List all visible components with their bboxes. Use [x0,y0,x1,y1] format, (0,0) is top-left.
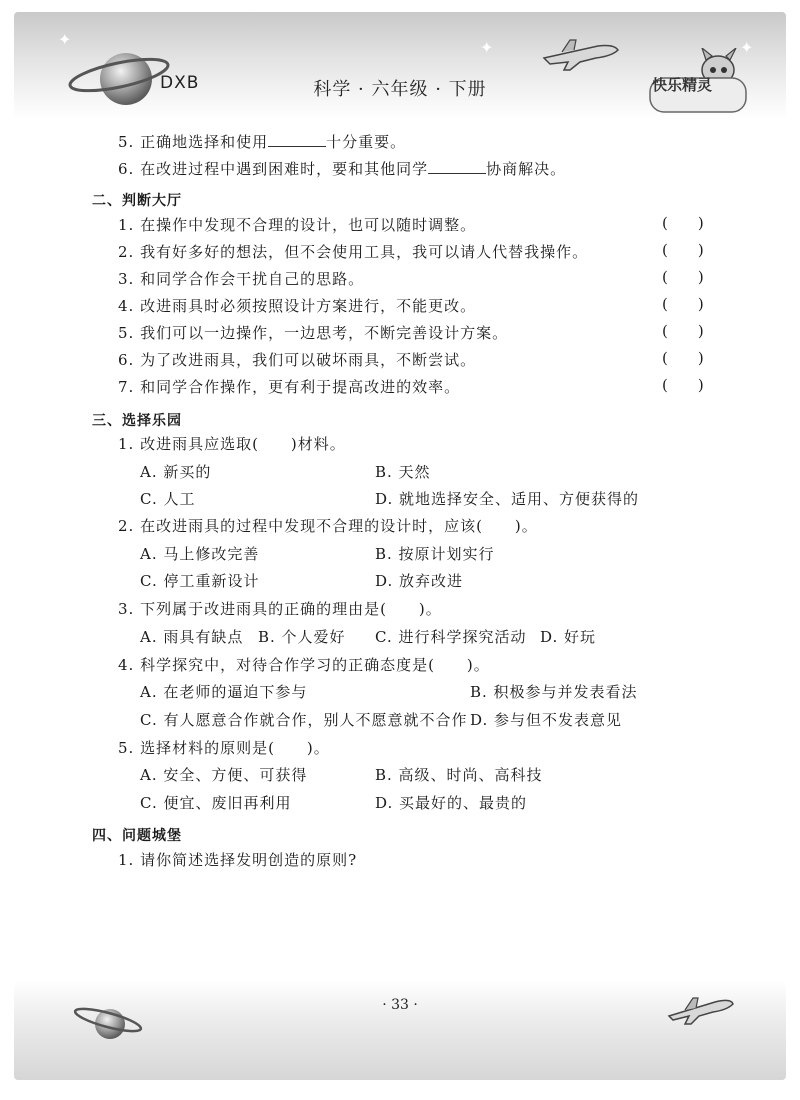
section-title-choice: 三、选择乐园 [92,413,182,429]
choice-option[interactable]: C. 进行科学探究活动 [375,628,527,646]
section-title-judgement: 二、判断大厅 [92,193,182,209]
answer-parentheses[interactable]: () [662,241,734,259]
choice-question-stem: 5. 选择材料的原则是( )。 [118,739,330,757]
choice-option[interactable]: C. 有人愿意合作就合作，别人不愿意就不合作 [140,711,468,729]
choice-option[interactable]: B. 个人爱好 [258,628,346,646]
choice-option[interactable]: D. 买最好的、最贵的 [375,794,528,812]
choice-option[interactable]: B. 天然 [375,463,431,481]
choice-option[interactable]: A. 马上修改完善 [140,545,260,563]
judgement-item: 5. 我们可以一边操作，一边思考，不断完善设计方案。 [118,324,509,342]
choice-option[interactable]: B. 按原计划实行 [375,545,495,563]
choice-option[interactable]: C. 人工 [140,490,196,508]
short-answer-question: 1. 请你简述选择发明创造的原则? [118,851,358,869]
choice-option[interactable]: A. 安全、方便、可获得 [140,766,308,784]
page-title: 科学 · 六年级 · 下册 [313,79,487,100]
question-text: 协商解决。 [486,160,567,178]
space-shuttle-icon [665,992,735,1028]
answer-blank[interactable] [428,159,486,174]
fill-blank-question-5 [118,131,406,152]
judgement-item: 4. 改进雨具时必须按照设计方案进行，不能更改。 [118,297,477,315]
choice-option[interactable]: D. 就地选择安全、适用、方便获得的 [375,490,640,508]
answer-parentheses[interactable]: () [662,322,734,340]
choice-option[interactable]: D. 放弃改进 [375,572,464,590]
answer-blank[interactable] [268,132,326,147]
mascot-label: 快乐精灵 [652,76,713,94]
judgement-item: 6. 为了改进雨具，我们可以破坏雨具，不断尝试。 [118,351,477,369]
question-text: 6. 在改进过程中遇到困难时，要和其他同学 [118,160,429,178]
question-text: 5. 正确地选择和使用 [118,133,269,151]
judgement-item: 1. 在操作中发现不合理的设计，也可以随时调整。 [118,216,477,234]
fill-blank-question-6 [118,158,566,179]
page-number: · 33 · [382,997,418,1013]
choice-question-stem: 1. 改进雨具应选取( )材料。 [118,435,346,453]
judgement-item: 3. 和同学合作会干扰自己的思路。 [118,270,365,288]
star-icon: ✦ [58,30,72,49]
judgement-item: 2. 我有好多好的想法，但不会使用工具，我可以请人代替我操作。 [118,243,589,261]
space-shuttle-icon [540,36,620,72]
answer-parentheses[interactable]: () [662,349,734,367]
question-text: 十分重要。 [326,133,407,151]
choice-option[interactable]: A. 雨具有缺点 [140,628,244,646]
choice-option[interactable]: D. 参与但不发表意见 [470,711,623,729]
choice-question-stem: 4. 科学探究中，对待合作学习的正确态度是( )。 [118,656,490,674]
choice-option[interactable]: B. 积极参与并发表看法 [470,683,638,701]
choice-option[interactable]: A. 在老师的逼迫下参与 [140,683,308,701]
answer-parentheses[interactable]: () [662,268,734,286]
answer-parentheses[interactable]: () [662,376,734,394]
answer-parentheses[interactable]: () [662,214,734,232]
choice-option[interactable]: D. 好玩 [540,628,597,646]
series-code: DXB [160,73,200,93]
judgement-item: 7. 和同学合作操作，更有利于提高改进的效率。 [118,378,461,396]
choice-option[interactable]: B. 高级、时尚、高科技 [375,766,543,784]
choice-option[interactable]: A. 新买的 [140,463,212,481]
choice-question-stem: 2. 在改进雨具的过程中发现不合理的设计时，应该( )。 [118,517,538,535]
choice-question-stem: 3. 下列属于改进雨具的正确的理由是( )。 [118,600,442,618]
choice-option[interactable]: C. 停工重新设计 [140,572,260,590]
star-icon: ✦ [480,38,494,57]
answer-parentheses[interactable]: () [662,295,734,313]
star-icon: ✦ [740,38,754,57]
choice-option[interactable]: C. 便宜、废旧再利用 [140,794,292,812]
section-title-problem: 四、问题城堡 [92,828,182,844]
